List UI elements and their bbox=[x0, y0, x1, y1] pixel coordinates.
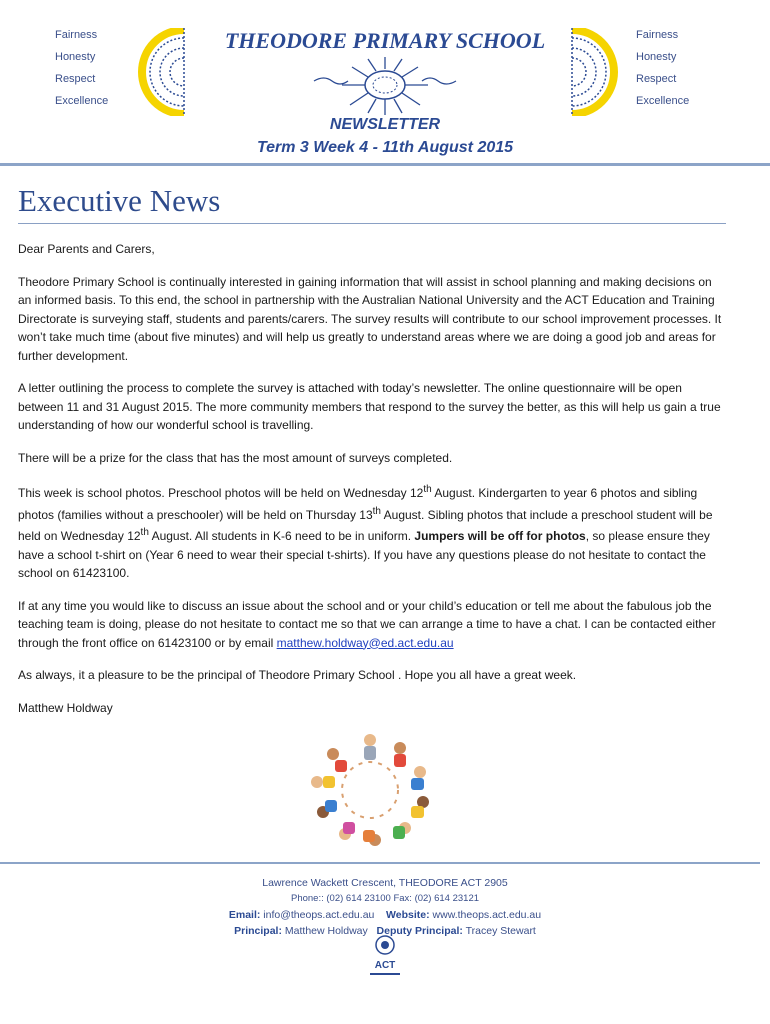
superscript: th bbox=[140, 527, 149, 538]
email-link[interactable]: matthew.holdway@ed.act.edu.au bbox=[276, 635, 454, 650]
superscript: th bbox=[372, 505, 381, 517]
footer-phone: Phone:: (02) 614 23100 Fax: (02) 614 23121 bbox=[290, 893, 480, 904]
value-item: Respect bbox=[55, 73, 96, 85]
deputy-name: Tracey Stewart bbox=[465, 925, 536, 937]
section-heading: Executive News bbox=[18, 183, 221, 218]
value-item: Respect bbox=[636, 73, 677, 85]
footer-divider bbox=[0, 862, 760, 864]
act-crest-icon bbox=[374, 935, 396, 955]
text-run: August. Kindergarten to year 6 photos and sibling photos (families without a preschooler) will be held on Thursday 13 bbox=[18, 486, 698, 522]
footer-email[interactable]: info@theops.act.edu.au bbox=[263, 909, 375, 921]
paragraph-photos bbox=[18, 481, 726, 583]
website-label: Website: bbox=[386, 909, 430, 921]
footer bbox=[0, 875, 770, 939]
paragraph-prize: There will be a prize for the class that has the most amount of surveys completed. bbox=[18, 450, 453, 465]
text-run: This week is school photos. Preschool photos will be held on Wednesday 12 bbox=[18, 486, 424, 500]
act-logo-text: ACT bbox=[374, 960, 396, 971]
footer-address: Lawrence Wackett Crescent, THEODORE ACT 2905 bbox=[262, 877, 508, 889]
newsletter-title: NEWSLETTER bbox=[329, 116, 441, 133]
email-label: Email: bbox=[228, 909, 261, 921]
value-item: Honesty bbox=[55, 51, 96, 63]
paragraph-survey: Theodore Primary School is continually interested in gaining information that will assist in school planning and making decisions on an informed basis. To this end, the school in partnership with the Australian National University and the ACT Education and Training Directorate is surveying staff, students and parents/carers. The survey results will contribute to our school improvement processes. It won’t take much time (about five minutes) and will help us greatly to understand areas where we are doing a good job and areas for further development. bbox=[18, 274, 722, 363]
value-item: Excellence bbox=[55, 95, 109, 107]
deputy-label: Deputy Principal: bbox=[376, 925, 463, 937]
principal-name: Matthew Holdway bbox=[284, 925, 368, 937]
paragraph-closing: As always, it a pleasure to be the principal of Theodore Primary School . Hope you all have a great week. bbox=[18, 668, 577, 682]
school-name: THEODORE PRIMARY SCHOOL bbox=[224, 28, 546, 53]
logo-underline bbox=[370, 973, 400, 975]
bold-text: Jumpers will be off for photos bbox=[414, 529, 586, 543]
letter-body bbox=[18, 240, 726, 731]
footer-website[interactable]: www.theops.act.edu.au bbox=[432, 909, 542, 921]
superscript: th bbox=[423, 484, 432, 495]
children-circle-illustration bbox=[305, 730, 435, 850]
text-run: , so please ensure they have a school t-shirt on (Year 6 need to wear their special t-shirts). If you have any questions please do not hesitate to contact the school on 61423100. bbox=[18, 529, 710, 580]
sun-emblem-icon bbox=[310, 55, 460, 117]
value-item: Honesty bbox=[636, 51, 677, 63]
heading-underline bbox=[18, 223, 726, 224]
paragraph-questionnaire: A letter outlining the process to complete the survey is attached with today’s newsletter. The online questionnaire will be open between 11 and 31 August 2015. The more community members that respond to the survey the better, as this will help us gain a true understanding of how our wonderful school is travelling. bbox=[18, 381, 721, 432]
act-logo bbox=[368, 935, 402, 983]
text-run: August. All students in K-6 need to be in uniform. bbox=[148, 529, 415, 543]
value-item: Excellence bbox=[636, 95, 690, 107]
header-divider bbox=[0, 163, 770, 166]
value-item: Fairness bbox=[636, 29, 679, 41]
value-item: Fairness bbox=[55, 29, 98, 41]
text-run: August. Sibling photos that include a preschool student will be held on Wednesday 12 bbox=[18, 507, 713, 543]
footer-contact-line bbox=[0, 907, 770, 923]
signature: Matthew Holdway bbox=[18, 700, 113, 715]
principal-label: Principal: bbox=[234, 925, 282, 937]
letter-greeting: Dear Parents and Carers, bbox=[18, 242, 155, 256]
term-date-line: Term 3 Week 4 - 11th August 2015 bbox=[256, 139, 514, 156]
text-run: If at any time you would like to discuss an issue about the school and or your child’s education or tell me about the fabulous job the teaching team is doing, please do not hesitate to contact me so that we can arrange a time to have a chat. I can be contacted either through the front office on 61423100 or by email bbox=[18, 598, 716, 650]
paragraph-contact bbox=[18, 597, 726, 653]
